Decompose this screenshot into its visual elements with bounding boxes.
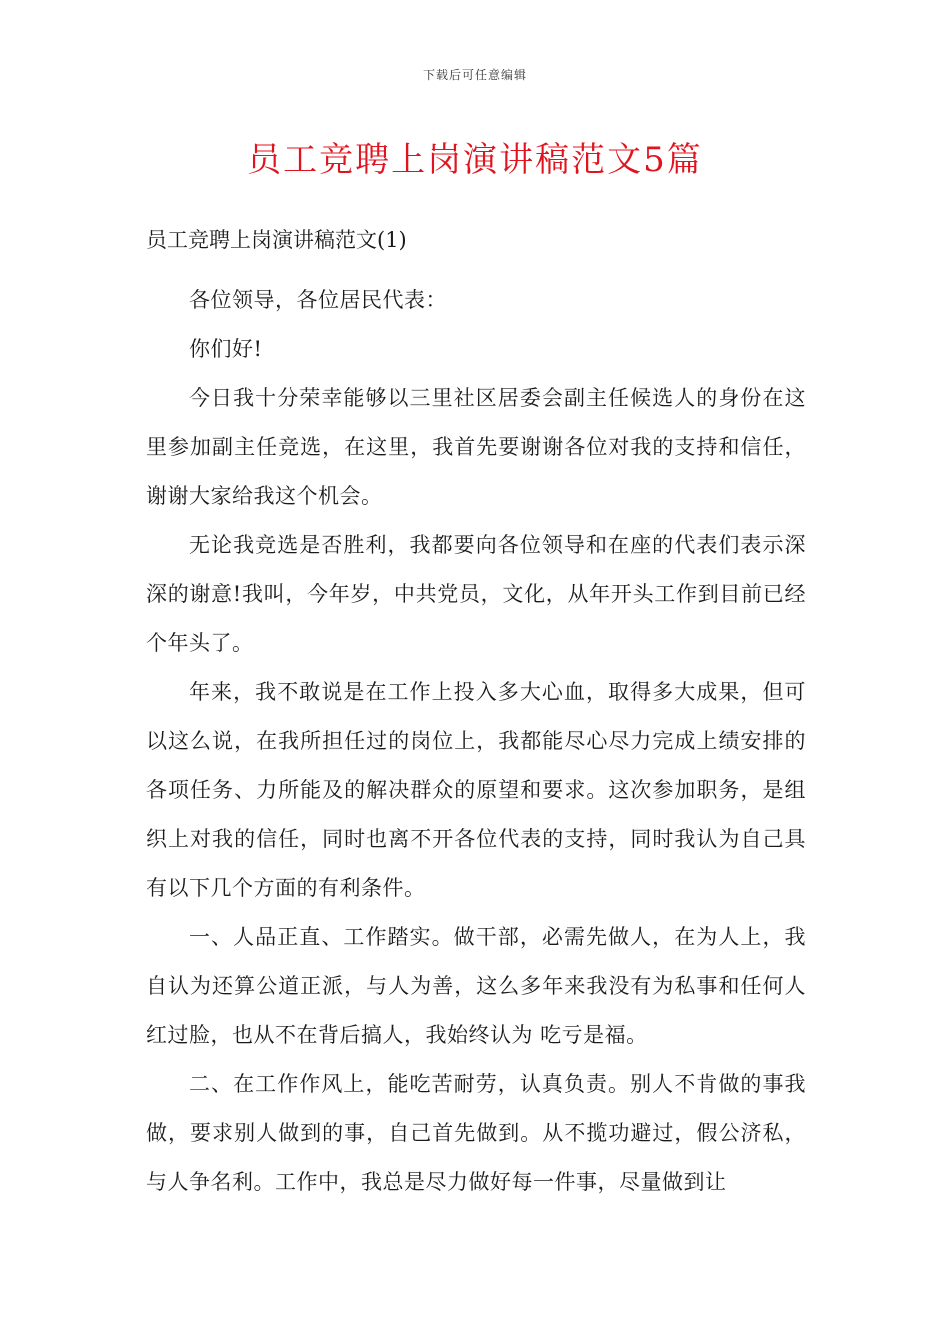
- paragraph: 年来，我不敢说是在工作上投入多大心血，取得多大成果，但可以这么说，在我所担任过的岗位上，我都能尽心尽力完成上绩安排的各项任务、力所能及的解决群众的原望和要求。这次参加职务，是组织上对我的信任，同时也离不开各位代表的支持，同时我认为自己具有以下几个方面的有利条件。: [146, 680, 806, 900]
- paragraph-greeting: 你们好!: [189, 337, 263, 361]
- paragraph: 今日我十分荣幸能够以三里社区居委会副主任候选人的身份在这里参加副主任竞选，在这里，我首先要谢谢各位对我的支持和信任，谢谢大家给我这个机会。: [146, 386, 806, 508]
- paragraph: 无论我竞选是否胜利，我都要向各位领导和在座的代表们表示深深的谢意!我叫，今年岁，中共党员，文化，从年开头工作到目前已经个年头了。: [146, 533, 806, 655]
- paragraph: 一、人品正直、工作踏实。做干部，必需先做人，在为人上，我自认为还算公道正派，与人为善，这么多年来我没有为私事和任何人红过脸，也从不在背后搞人，我始终认为 吃亏是福。: [146, 925, 806, 1047]
- document-title: 员工竞聘上岗演讲稿范文5篇: [247, 140, 703, 180]
- paragraph-salutation: 各位领导，各位居民代表：: [189, 288, 447, 312]
- header-note: 下载后可任意编辑: [422, 68, 527, 82]
- paragraph: 二、在工作作风上，能吃苦耐劳，认真负责。别人不肯做的事我做，要求别人做到的事，自己首先做到。从不揽功避过，假公济私，与人争名利。工作中，我总是尽力做好每一件事，尽量做到让: [146, 1072, 806, 1194]
- document-body: [146, 226, 806, 1207]
- section-heading: 员工竞聘上岗演讲稿范文(1): [146, 228, 407, 252]
